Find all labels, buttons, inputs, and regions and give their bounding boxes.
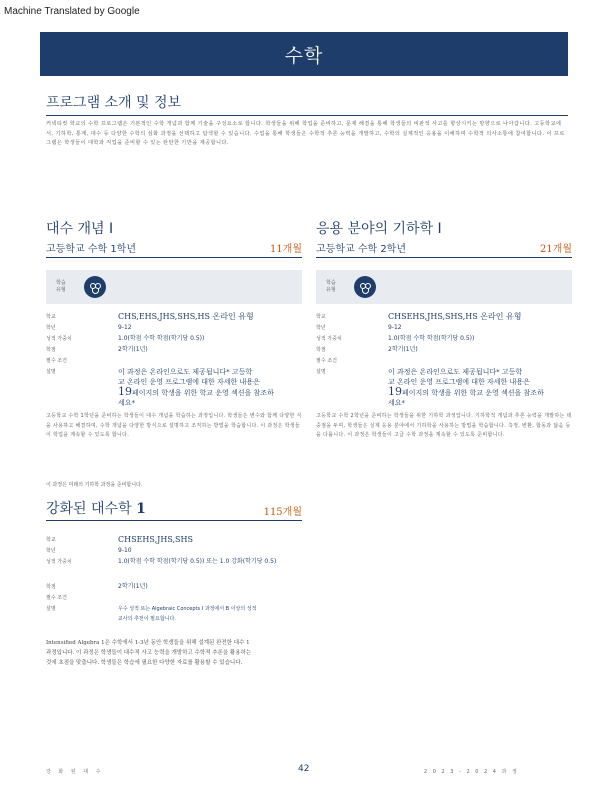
course-description: 우수 성적 또는 Algebraic Concepts I 과정에서 B 이상의 성적 교사의 추천이 필요합니다. bbox=[118, 606, 257, 622]
course-icon-bar bbox=[316, 270, 572, 304]
icon-label: 학습 유형 bbox=[56, 280, 66, 293]
course-subtitle-row bbox=[46, 240, 302, 258]
info-val-weight: 1.0(학점 수학 학점(학기당 0.5)) bbox=[388, 335, 475, 342]
info-key-prereq: 필수 조건 bbox=[46, 595, 67, 601]
course-card-intensified-algebra bbox=[46, 498, 302, 668]
info-key-school: 학교 bbox=[46, 314, 56, 320]
footer-right: 2 0 2 3 - 2 0 2 4 과 정 bbox=[424, 769, 519, 775]
page-number: 42 bbox=[298, 764, 310, 774]
banner-title: 수학 bbox=[284, 44, 324, 67]
course-card-applied-geometry bbox=[316, 218, 572, 441]
info-val-grade: 9-12 bbox=[388, 324, 402, 331]
course-note: 이 과정은 미래의 기하학 과정을 준비합니다. bbox=[46, 482, 143, 488]
course-body: 고등학교 수학 2학년을 준비하는 학생들을 위한 기하학 과정입니다. 기하학적 개념과 추론 능력을 개발하는 데 중점을 두며, 학생들은 실제 응용 분야에서 기하학을 사용하는 방법을 학습합니다. 측정, 변환, 합동과 닮음 등을 다룹니다. 이 과정은 학생들이 고급 수학 과정을 계속할 수 있도록 준비합니다. bbox=[316, 413, 572, 438]
info-key-grade: 학년 bbox=[316, 325, 326, 331]
info-val-credits: 2학기(1년) bbox=[388, 346, 418, 353]
info-val-grade: 9-12 bbox=[118, 324, 132, 331]
machine-translated-label: Machine Translated by Google bbox=[4, 6, 140, 17]
info-val-prereq bbox=[118, 356, 302, 366]
course-body: 고등학교 수학 1학년을 준비하는 학생들이 대수 개념을 학습하는 과정입니다. 학생들은 변수와 함께 다양한 식을 사용하고 해결하며, 수학 개념을 다양한 방식으로 설명하고 조직하는 방법을 학습합니다. 이 과정은 학생들이 학업을 계속할 수 있도록 합니다. bbox=[46, 413, 302, 438]
info-key-school: 학교 bbox=[46, 537, 56, 543]
info-val-credits: 2학기(1년) bbox=[118, 583, 148, 590]
info-key-desc: 설명 bbox=[46, 369, 56, 375]
info-key-weight: 성적 가중치 bbox=[46, 559, 72, 565]
course-icon-bar bbox=[46, 270, 302, 304]
course-title: 강화된 대수학 1 bbox=[46, 501, 146, 517]
info-key-prereq: 필수 조건 bbox=[316, 358, 337, 364]
owl-icon bbox=[354, 276, 376, 298]
course-subtitle: 고등학교 수학 1학년 bbox=[46, 244, 136, 255]
info-key-weight: 성적 가중치 bbox=[46, 336, 72, 342]
course-info-grid bbox=[46, 312, 302, 408]
info-key-desc: 설명 bbox=[46, 606, 56, 612]
info-val-school: CHS,EHS,JHS,SHS,HS 온라인 유형 bbox=[118, 312, 254, 321]
info-key-grade: 학년 bbox=[46, 548, 56, 554]
info-val-credits: 2학기(1년) bbox=[118, 346, 148, 353]
info-val-grade: 9-10 bbox=[118, 547, 132, 554]
section-title: 프로그램 소개 및 정보 bbox=[46, 92, 568, 116]
info-key-credits: 학점 bbox=[316, 347, 326, 353]
course-credits: 21개월 bbox=[539, 244, 572, 255]
info-val-prereq bbox=[118, 593, 302, 603]
info-val-school: CHSEHS,JHS,SHS bbox=[118, 535, 193, 544]
icon-label: 학습 유형 bbox=[326, 280, 336, 293]
info-key-credits: 학점 bbox=[46, 347, 56, 353]
info-val-school: CHSEHS,JHS,SHS,HS 온라인 유형 bbox=[388, 312, 522, 321]
info-key-credits: 학점 bbox=[46, 584, 56, 590]
info-val-weight: 1.0(학점 수학 학점(학기당 0.5)) 또는 1.0 강화(학기당 0.5) bbox=[118, 558, 277, 565]
course-info-grid bbox=[316, 312, 572, 408]
info-key-school: 학교 bbox=[316, 314, 326, 320]
course-description: 이 과정은 온라인으로도 제공됩니다* 고등학 교 온라인 운영 프로그램에 대한 자세한 내용은 19페이지의 학생을 위한 학교 운영 섹션을 참조하 세요* bbox=[388, 368, 544, 407]
info-key-prereq: 필수 조건 bbox=[46, 358, 67, 364]
info-key-desc: 설명 bbox=[316, 369, 326, 375]
course-description: 이 과정은 온라인으로도 제공됩니다* 고등학 교 온라인 운영 프로그램에 대한 자세한 내용은 19페이지의 학생을 위한 학교 운영 섹션을 참조하 세요* bbox=[118, 368, 274, 407]
intro-paragraph: 커넥티컷 학교의 수학 프로그램은 기본적인 수학 개념과 함께 기술을 구성요소로 합니다. 학생들을 위해 학업을 준비하고, 문제 해결을 통해 학생들의 비판적 사고를 향상시키는 방향으로 나아갑니다. 고등학교에서, 기하학, 통계, 대수 등 다양한 수학의 심화 과정을 선택하고 탐색할 수 있습니다. 수업을 통해 학생들은 수학적 추론 능력을 개발하고, 수학의 실제적인 응용을 이해하며 수학적 의사소통에 참여합니다. 이 프로그램은 학생들이 대학과 직업을 준비할 수 있는 탄탄한 기반을 제공합니다. bbox=[46, 121, 565, 146]
info-key-grade: 학년 bbox=[46, 325, 56, 331]
course-subtitle-row bbox=[316, 240, 572, 258]
course-card-algebra-concepts bbox=[46, 218, 302, 441]
owl-icon bbox=[84, 276, 106, 298]
footer-left: 강 화 된 대 수 bbox=[46, 769, 104, 775]
course-title: 대수 개념 I bbox=[46, 221, 114, 237]
course-subtitle: 고등학교 수학 2학년 bbox=[316, 244, 406, 255]
course-info-grid bbox=[46, 535, 302, 624]
info-key-weight: 성적 가중치 bbox=[316, 336, 342, 342]
course-title: 응용 분야의 기하학 I bbox=[316, 221, 442, 237]
info-val-weight: 1.0(학점 수학 학점(학기당 0.5)) bbox=[118, 335, 205, 342]
course-credits: 115개월 bbox=[263, 507, 302, 518]
course-body: Intensified Algebra 1은 수학에서 1-3년 동안 학생들을 위해 설계된 완전한 대수 1 과정입니다. 이 과정은 학생들이 대수적 사고 능력을 개발하고 수학적 추론을 활용하는 것에 초점을 맞춥니다. 학생들은 학습에 필요한 다양한 자료를 활용할 수 있습니다. bbox=[46, 640, 252, 666]
info-val-prereq bbox=[388, 356, 572, 366]
course-title-row bbox=[46, 498, 302, 521]
course-credits: 11개월 bbox=[269, 244, 302, 255]
page-banner bbox=[40, 32, 568, 76]
